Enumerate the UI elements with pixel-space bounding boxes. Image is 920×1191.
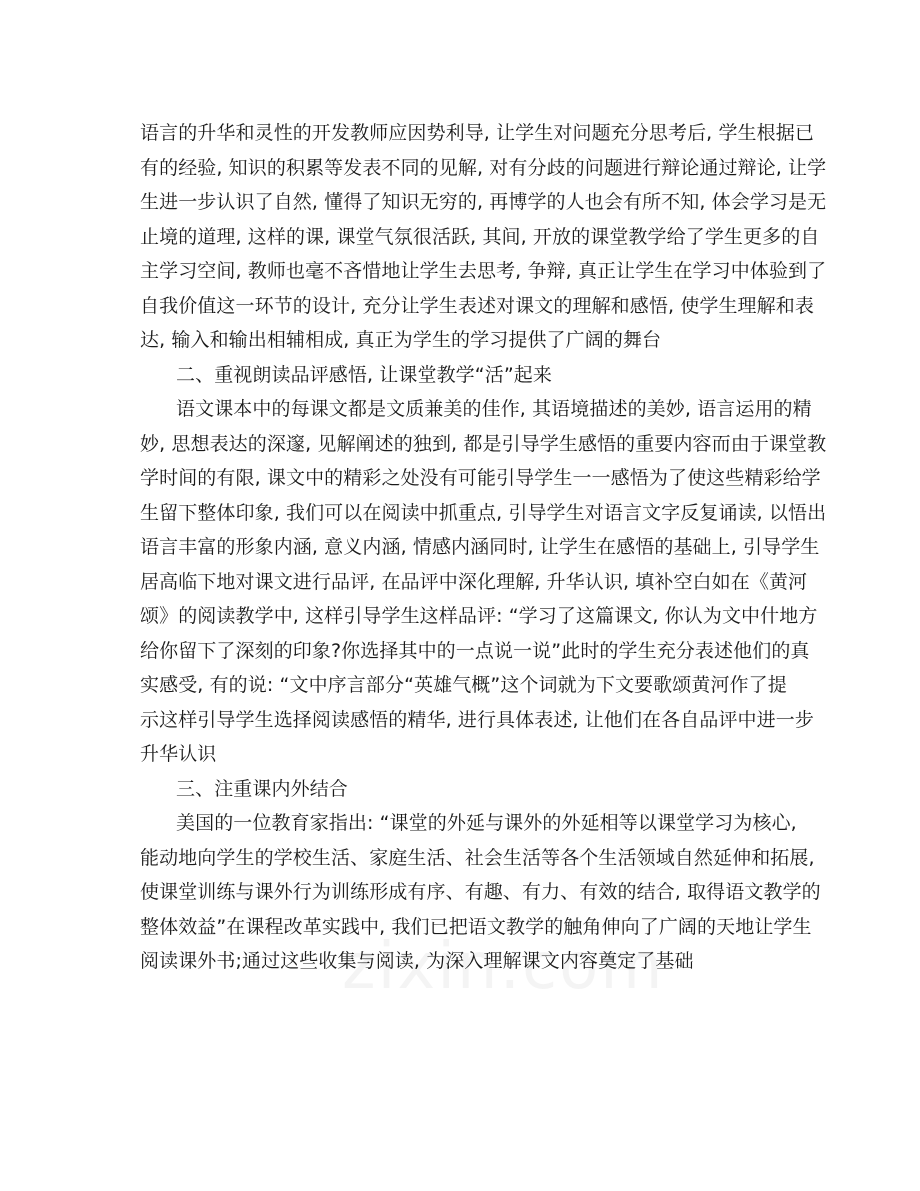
body-line: 语文课本中的每课文都是文质兼美的佳作, 其语境描述的美妙, 语言运用的精 <box>176 398 812 420</box>
body-line: 居高临下地对课文进行品评, 在品评中深化理解, 升华认识, 填补空白如在《黄河 <box>140 570 808 593</box>
body-line: 语言丰富的形象内涵, 意义内涵, 情感内涵同时, 让学生在感悟的基础上, 引导学生 <box>140 536 820 558</box>
body-line: 整体效益”在课程改革实践中, 我们已把语文教学的触角伸向了广阔的天地让学生 <box>140 915 812 938</box>
body-line: 主学习空间, 教师也毫不吝惜地让学生去思考, 争辩, 真正让学生在学习中体验到了 <box>140 260 827 282</box>
body-line: 自我价值这一环节的设计, 充分让学生表述对课文的理解和感悟, 使学生理解和表 <box>140 294 814 317</box>
body-line: 实感受, 有的说: “文中序言部分“英雄气概”这个词就为下文要歌颂黄河作了提 <box>140 674 787 696</box>
body-line: 使课堂训练与课外行为训练形成有序、有趣、有力、有效的结合, 取得语文教学的 <box>140 881 821 903</box>
body-line: 学时间的有限, 课文中的精彩之处没有可能引导学生一一感悟为了使这些精彩给学 <box>140 467 821 489</box>
body-line: 颂》的阅读教学中, 这样引导学生这样品评: “学习了这篇课文, 你认为文中什地方 <box>140 605 818 627</box>
body-line: 能动地向学生的学校生活、家庭生活、社会生活等各个生活领域自然延伸和拓展, <box>140 846 815 869</box>
body-line: 生留下整体印象, 我们可以在阅读中抓重点, 引导学生对语言文字反复诵读, 以悟出 <box>140 501 827 524</box>
body-line: 给你留下了深刻的印象?你选择其中的一点说一说”此时的学生充分表述他们的真 <box>140 639 810 662</box>
body-line: 美国的一位教育家指出: “课堂的外延与课外的外延相等以课堂学习为核心, <box>176 812 797 834</box>
body-line: 升华认识 <box>140 743 217 765</box>
body-line: 生进一步认识了自然, 懂得了知识无穷的, 再博学的人也会有所不知, 体会学习是无 <box>140 191 827 213</box>
body-line: 阅读课外书;通过这些收集与阅读, 为深入理解课文内容奠定了基础 <box>140 950 694 972</box>
document-body <box>140 116 827 979</box>
watermark <box>342 930 665 1004</box>
body-line: 有的经验, 知识的积累等发表不同的见解, 对有分歧的问题进行辩论通过辩论, 让学 <box>140 156 827 179</box>
section-heading: 三、注重课内外结合 <box>176 777 348 800</box>
body-line: 止境的道理, 这样的课, 课堂气氛很活跃, 其间, 开放的课堂教学给了学生更多的自 <box>140 225 820 248</box>
section-heading: 二、重视朗读品评感悟, 让课堂教学“活”起来 <box>176 363 552 386</box>
body-line: 示这样引导学生选择阅读感悟的精华, 进行具体表述, 让他们在各自品评中进一步 <box>140 708 814 731</box>
body-line: 妙, 思想表达的深邃, 见解阐述的独到, 都是引导学生感悟的重要内容而由于课堂教 <box>140 432 827 455</box>
body-line: 达, 输入和输出相辅相成, 真正为学生的学习提供了广阔的舞台 <box>140 329 662 351</box>
body-line: 语言的升华和灵性的开发教师应因势利导, 让学生对问题充分思考后, 学生根据已 <box>140 122 814 144</box>
